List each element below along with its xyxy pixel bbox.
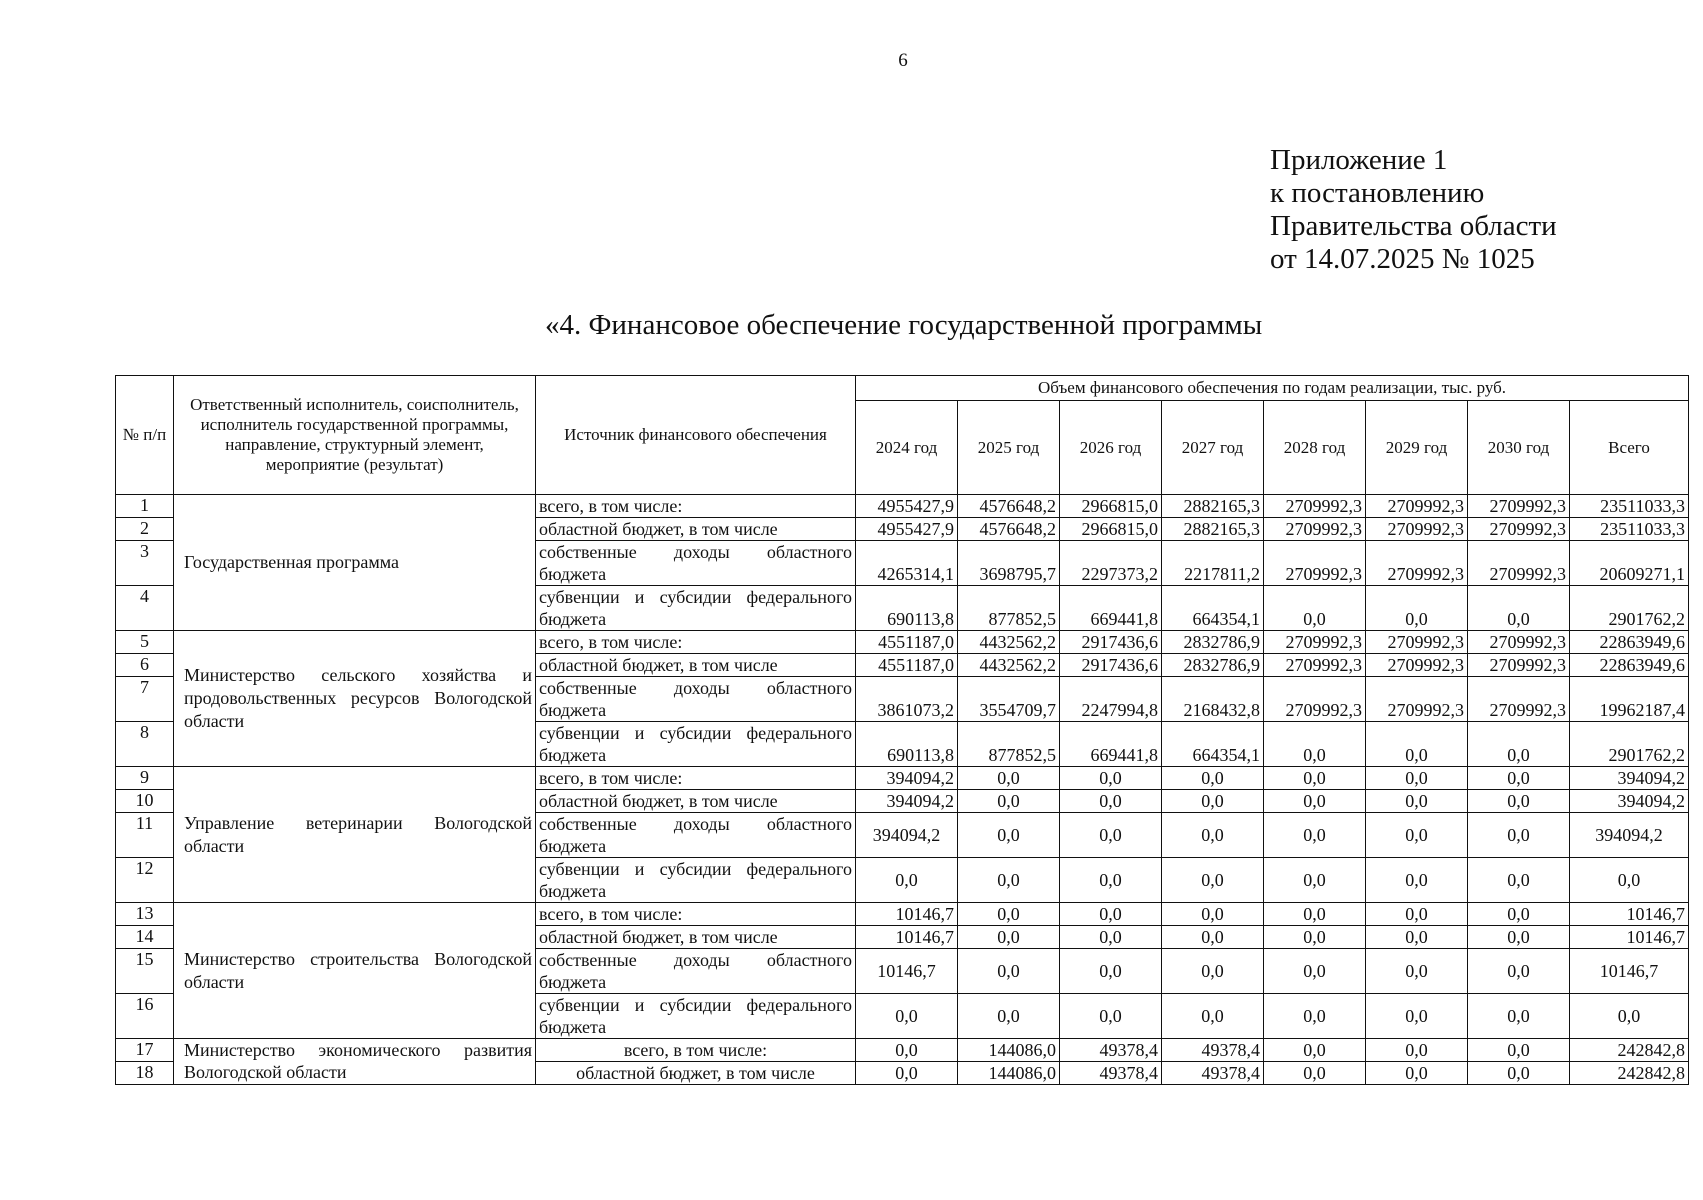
value-cell: 0,0 [1264, 903, 1366, 926]
source-cell: субвенции и субсидии федерального бюджета [536, 586, 856, 631]
value-cell: 0,0 [1162, 813, 1264, 858]
value-cell: 669441,8 [1060, 722, 1162, 767]
value-cell: 2709992,3 [1264, 541, 1366, 586]
total-cell: 2901762,2 [1570, 586, 1689, 631]
value-cell: 2709992,3 [1264, 631, 1366, 654]
value-cell: 690113,8 [856, 586, 958, 631]
row-number: 12 [116, 858, 174, 903]
executor-cell: Министерство строительства Вологодской области [174, 903, 536, 1039]
value-cell: 0,0 [1468, 586, 1570, 631]
value-cell: 2709992,3 [1366, 518, 1468, 541]
total-cell: 0,0 [1570, 858, 1689, 903]
value-cell: 2966815,0 [1060, 518, 1162, 541]
total-cell: 23511033,3 [1570, 518, 1689, 541]
row-number: 18 [116, 1062, 174, 1085]
value-cell: 0,0 [1366, 994, 1468, 1039]
value-cell: 0,0 [856, 1062, 958, 1085]
header-year: 2024 год [856, 401, 958, 495]
total-cell: 22863949,6 [1570, 654, 1689, 677]
executor-cell: Управление ветеринарии Вологодской области [174, 767, 536, 903]
row-number: 16 [116, 994, 174, 1039]
header-year: 2028 год [1264, 401, 1366, 495]
value-cell: 2709992,3 [1264, 518, 1366, 541]
value-cell: 394094,2 [856, 813, 958, 858]
executor-cell: Государственная программа [174, 495, 536, 631]
value-cell: 0,0 [1468, 1062, 1570, 1085]
value-cell: 0,0 [856, 1039, 958, 1062]
value-cell: 2882165,3 [1162, 495, 1264, 518]
value-cell: 0,0 [1468, 994, 1570, 1039]
value-cell: 2247994,8 [1060, 677, 1162, 722]
value-cell: 0,0 [1162, 767, 1264, 790]
total-cell: 20609271,1 [1570, 541, 1689, 586]
header-year: 2030 год [1468, 401, 1570, 495]
source-cell: всего, в том числе: [536, 903, 856, 926]
value-cell: 0,0 [1264, 994, 1366, 1039]
value-cell: 0,0 [958, 949, 1060, 994]
value-cell: 2917436,6 [1060, 631, 1162, 654]
table-row [116, 495, 1689, 518]
value-cell: 49378,4 [1060, 1062, 1162, 1085]
value-cell: 0,0 [1468, 767, 1570, 790]
source-cell: областной бюджет, в том числе [536, 654, 856, 677]
table-header [116, 376, 1689, 495]
value-cell: 144086,0 [958, 1062, 1060, 1085]
value-cell: 0,0 [1264, 722, 1366, 767]
executor-cell: Министерство сельского хозяйства и продовольственных ресурсов Вологодской области [174, 631, 536, 767]
value-cell: 0,0 [1468, 722, 1570, 767]
value-cell: 0,0 [1162, 994, 1264, 1039]
value-cell: 2709992,3 [1366, 677, 1468, 722]
row-number: 14 [116, 926, 174, 949]
header-total: Всего [1570, 401, 1689, 495]
value-cell: 0,0 [958, 767, 1060, 790]
total-cell: 394094,2 [1570, 767, 1689, 790]
table-row [116, 903, 1689, 926]
row-number: 3 [116, 541, 174, 586]
source-cell: субвенции и субсидии федерального бюджета [536, 722, 856, 767]
row-number: 11 [116, 813, 174, 858]
value-cell: 0,0 [1060, 858, 1162, 903]
value-cell: 0,0 [1060, 767, 1162, 790]
value-cell: 0,0 [1264, 926, 1366, 949]
header-executor: Ответственный исполнитель, соисполнитель, исполнитель государственной программы, направление, структурный элемент, мероприятие (результат) [174, 376, 536, 495]
row-number: 9 [116, 767, 174, 790]
value-cell: 10146,7 [856, 903, 958, 926]
table-row [116, 1039, 1689, 1062]
header-num: № п/п [116, 376, 174, 495]
page-number: 6 [898, 50, 908, 71]
total-cell: 22863949,6 [1570, 631, 1689, 654]
financing-table [115, 375, 1689, 1085]
value-cell: 3861073,2 [856, 677, 958, 722]
row-number: 5 [116, 631, 174, 654]
value-cell: 0,0 [1468, 790, 1570, 813]
source-cell: всего, в том числе: [536, 767, 856, 790]
value-cell: 4265314,1 [856, 541, 958, 586]
value-cell: 4576648,2 [958, 518, 1060, 541]
value-cell: 877852,5 [958, 586, 1060, 631]
total-cell: 10146,7 [1570, 949, 1689, 994]
value-cell: 0,0 [1366, 813, 1468, 858]
value-cell: 0,0 [1468, 926, 1570, 949]
appendix-line: к постановлению [1270, 177, 1485, 209]
value-cell: 4551187,0 [856, 654, 958, 677]
value-cell: 0,0 [1468, 858, 1570, 903]
value-cell: 0,0 [1366, 586, 1468, 631]
value-cell: 2709992,3 [1264, 495, 1366, 518]
total-cell: 242842,8 [1570, 1039, 1689, 1062]
value-cell: 2709992,3 [1468, 677, 1570, 722]
row-number: 6 [116, 654, 174, 677]
value-cell: 2709992,3 [1468, 518, 1570, 541]
value-cell: 0,0 [1162, 790, 1264, 813]
appendix-line: от 14.07.2025 № 1025 [1270, 243, 1535, 275]
value-cell: 3698795,7 [958, 541, 1060, 586]
value-cell: 49378,4 [1162, 1039, 1264, 1062]
value-cell: 394094,2 [856, 767, 958, 790]
value-cell: 4576648,2 [958, 495, 1060, 518]
value-cell: 0,0 [1366, 722, 1468, 767]
header-year: 2027 год [1162, 401, 1264, 495]
value-cell: 0,0 [1366, 949, 1468, 994]
row-number: 17 [116, 1039, 174, 1062]
source-cell: собственные доходы областного бюджета [536, 949, 856, 994]
source-cell: областной бюджет, в том числе [536, 518, 856, 541]
appendix-block [1270, 144, 1557, 276]
table-body [116, 495, 1689, 1085]
source-cell: собственные доходы областного бюджета [536, 677, 856, 722]
total-cell: 0,0 [1570, 994, 1689, 1039]
value-cell: 2709992,3 [1366, 654, 1468, 677]
value-cell: 690113,8 [856, 722, 958, 767]
value-cell: 0,0 [1264, 1062, 1366, 1085]
value-cell: 0,0 [1366, 1062, 1468, 1085]
value-cell: 2709992,3 [1264, 677, 1366, 722]
value-cell: 0,0 [958, 813, 1060, 858]
source-cell: областной бюджет, в том числе [536, 926, 856, 949]
table-row [116, 631, 1689, 654]
total-cell: 19962187,4 [1570, 677, 1689, 722]
value-cell: 144086,0 [958, 1039, 1060, 1062]
table-row [116, 767, 1689, 790]
value-cell: 0,0 [1468, 1039, 1570, 1062]
value-cell: 49378,4 [1060, 1039, 1162, 1062]
total-cell: 10146,7 [1570, 926, 1689, 949]
value-cell: 0,0 [958, 858, 1060, 903]
total-cell: 242842,8 [1570, 1062, 1689, 1085]
value-cell: 664354,1 [1162, 722, 1264, 767]
value-cell: 0,0 [958, 903, 1060, 926]
value-cell: 49378,4 [1162, 1062, 1264, 1085]
section-title: «4. Финансовое обеспечение государственной программы [545, 309, 1263, 341]
header-source: Источник финансового обеспечения [536, 376, 856, 495]
value-cell: 0,0 [856, 858, 958, 903]
value-cell: 0,0 [1366, 858, 1468, 903]
value-cell: 2832786,9 [1162, 654, 1264, 677]
value-cell: 0,0 [1162, 903, 1264, 926]
value-cell: 0,0 [1264, 858, 1366, 903]
value-cell: 10146,7 [856, 949, 958, 994]
value-cell: 669441,8 [1060, 586, 1162, 631]
value-cell: 0,0 [1060, 949, 1162, 994]
value-cell: 0,0 [1366, 926, 1468, 949]
source-cell: субвенции и субсидии федерального бюджета [536, 858, 856, 903]
row-number: 2 [116, 518, 174, 541]
value-cell: 4955427,9 [856, 518, 958, 541]
row-number: 8 [116, 722, 174, 767]
value-cell: 4432562,2 [958, 654, 1060, 677]
value-cell: 2709992,3 [1366, 495, 1468, 518]
value-cell: 0,0 [1366, 790, 1468, 813]
value-cell: 2168432,8 [1162, 677, 1264, 722]
value-cell: 0,0 [1060, 903, 1162, 926]
total-cell: 2901762,2 [1570, 722, 1689, 767]
source-cell: собственные доходы областного бюджета [536, 813, 856, 858]
value-cell: 877852,5 [958, 722, 1060, 767]
value-cell: 10146,7 [856, 926, 958, 949]
source-cell: всего, в том числе: [536, 1039, 856, 1062]
value-cell: 0,0 [1162, 949, 1264, 994]
value-cell: 0,0 [1060, 926, 1162, 949]
value-cell: 2217811,2 [1162, 541, 1264, 586]
row-number: 1 [116, 495, 174, 518]
value-cell: 2966815,0 [1060, 495, 1162, 518]
header-year: 2026 год [1060, 401, 1162, 495]
value-cell: 0,0 [1060, 813, 1162, 858]
value-cell: 2709992,3 [1366, 541, 1468, 586]
value-cell: 2709992,3 [1468, 654, 1570, 677]
source-cell: всего, в том числе: [536, 495, 856, 518]
value-cell: 0,0 [1264, 949, 1366, 994]
value-cell: 394094,2 [856, 790, 958, 813]
value-cell: 0,0 [1264, 586, 1366, 631]
value-cell: 4955427,9 [856, 495, 958, 518]
value-cell: 0,0 [1468, 949, 1570, 994]
header-year: 2029 год [1366, 401, 1468, 495]
value-cell: 2709992,3 [1366, 631, 1468, 654]
appendix-line: Правительства области [1270, 210, 1557, 242]
value-cell: 4551187,0 [856, 631, 958, 654]
executor-cell: Министерство экономического развития Вологодской области [174, 1039, 536, 1085]
source-cell: областной бюджет, в том числе [536, 1062, 856, 1085]
value-cell: 2709992,3 [1264, 654, 1366, 677]
value-cell: 2297373,2 [1060, 541, 1162, 586]
value-cell: 0,0 [1468, 813, 1570, 858]
value-cell: 0,0 [958, 790, 1060, 813]
value-cell: 0,0 [1162, 858, 1264, 903]
value-cell: 0,0 [1366, 767, 1468, 790]
row-number: 4 [116, 586, 174, 631]
value-cell: 0,0 [856, 994, 958, 1039]
value-cell: 2882165,3 [1162, 518, 1264, 541]
source-cell: областной бюджет, в том числе [536, 790, 856, 813]
value-cell: 0,0 [1264, 767, 1366, 790]
value-cell: 0,0 [1060, 994, 1162, 1039]
value-cell: 2917436,6 [1060, 654, 1162, 677]
row-number: 13 [116, 903, 174, 926]
value-cell: 0,0 [1264, 1039, 1366, 1062]
value-cell: 0,0 [958, 994, 1060, 1039]
value-cell: 2709992,3 [1468, 495, 1570, 518]
appendix-line: Приложение 1 [1270, 144, 1448, 176]
row-number: 7 [116, 677, 174, 722]
total-cell: 23511033,3 [1570, 495, 1689, 518]
value-cell: 0,0 [1060, 790, 1162, 813]
header-volume: Объем финансового обеспечения по годам реализации, тыс. руб. [856, 376, 1689, 401]
value-cell: 0,0 [1366, 903, 1468, 926]
value-cell: 0,0 [1162, 926, 1264, 949]
value-cell: 0,0 [1264, 813, 1366, 858]
header-year: 2025 год [958, 401, 1060, 495]
value-cell: 0,0 [958, 926, 1060, 949]
value-cell: 664354,1 [1162, 586, 1264, 631]
total-cell: 10146,7 [1570, 903, 1689, 926]
value-cell: 3554709,7 [958, 677, 1060, 722]
total-cell: 394094,2 [1570, 813, 1689, 858]
value-cell: 2832786,9 [1162, 631, 1264, 654]
total-cell: 394094,2 [1570, 790, 1689, 813]
source-cell: субвенции и субсидии федерального бюджета [536, 994, 856, 1039]
row-number: 10 [116, 790, 174, 813]
value-cell: 2709992,3 [1468, 541, 1570, 586]
source-cell: собственные доходы областного бюджета [536, 541, 856, 586]
value-cell: 4432562,2 [958, 631, 1060, 654]
value-cell: 0,0 [1468, 903, 1570, 926]
value-cell: 2709992,3 [1468, 631, 1570, 654]
value-cell: 0,0 [1366, 1039, 1468, 1062]
row-number: 15 [116, 949, 174, 994]
value-cell: 0,0 [1264, 790, 1366, 813]
source-cell: всего, в том числе: [536, 631, 856, 654]
